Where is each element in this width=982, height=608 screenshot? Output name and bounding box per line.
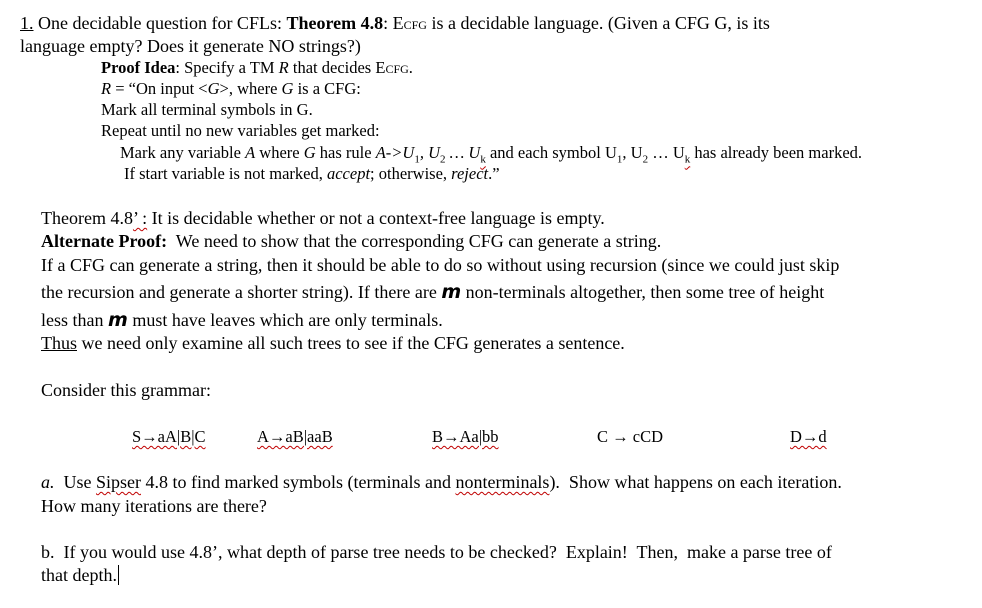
tm-mid: >, where bbox=[219, 79, 282, 98]
proof-paragraph-1: If a CFG can generate a string, then it should be able to do so without using recursion (since we could just skip bbox=[41, 255, 840, 275]
mv-sep1: , U bbox=[419, 143, 440, 162]
grammar-rule-c: C → cCD bbox=[597, 427, 663, 446]
question-a-line2: How many iterations are there? bbox=[41, 496, 267, 516]
theorem-label: Theorem 4.8 bbox=[286, 13, 384, 33]
question-1-line2: language empty? Does it generate NO strings?) bbox=[20, 36, 361, 56]
question-b-line2[interactable] bbox=[41, 564, 119, 586]
if-b: ; otherwise, bbox=[370, 164, 452, 183]
g2: G bbox=[281, 79, 294, 98]
mv-a: Mark any variable bbox=[120, 143, 246, 162]
m-symbol: m bbox=[441, 281, 462, 303]
mv-tk: k bbox=[684, 153, 691, 166]
proof-text2: that decides E bbox=[288, 58, 386, 77]
language-name: E bbox=[392, 13, 404, 33]
question-lead: One decidable question for CFLs: bbox=[33, 13, 287, 33]
question-a bbox=[41, 471, 842, 493]
thm-mark: ’ : bbox=[132, 208, 148, 228]
proof-end: . bbox=[408, 58, 413, 77]
if-start-line bbox=[124, 163, 500, 185]
question-b bbox=[41, 541, 832, 563]
tm-definition-line bbox=[101, 78, 361, 100]
mv-t2: 2 bbox=[642, 153, 649, 166]
question-rest: is a decidable language. (Given a CFG G, is its bbox=[426, 13, 770, 33]
question-a-label: a. bbox=[41, 472, 55, 492]
grammar-intro: Consider this grammar: bbox=[41, 380, 211, 400]
p4b: we need only examine all such trees to see if the CFG generates a sentence. bbox=[77, 333, 625, 353]
mv-s2: 2 bbox=[439, 153, 446, 166]
sipser-word: Sipser bbox=[96, 472, 141, 492]
proof-idea-line bbox=[101, 57, 413, 80]
repeat-line: Repeat until no new variables get marked: bbox=[101, 121, 380, 140]
text-cursor bbox=[118, 565, 119, 585]
mv-e: , U bbox=[622, 143, 643, 162]
mv-sk: k bbox=[480, 153, 486, 166]
colon: : bbox=[383, 13, 393, 33]
qa-t3: ). Show what happens on each iteration. bbox=[549, 472, 842, 492]
reject-word: reject bbox=[451, 164, 489, 183]
proof-text: : Specify a TM bbox=[175, 58, 279, 77]
if-c: .” bbox=[488, 164, 500, 183]
nonterminals-word: nonterminals bbox=[455, 472, 550, 492]
mv-G: G bbox=[303, 143, 316, 162]
proof-paragraph-3 bbox=[41, 309, 443, 331]
mv-s1: 1 bbox=[414, 153, 420, 166]
thm-statement: It is decidable whether or not a context-free language is empty. bbox=[147, 208, 605, 228]
qa-t2: 4.8 to find marked symbols (terminals and bbox=[141, 472, 456, 492]
qb-t1: If you would use 4.8’, what depth of parse tree needs to be checked? Explain! Then, make a parse tree of bbox=[54, 542, 832, 562]
language-subscript: CFG bbox=[403, 18, 427, 32]
p2b: non-terminals altogether, then some tree of height bbox=[461, 282, 825, 302]
thus-word: Thus bbox=[41, 333, 77, 353]
mv-c: has rule bbox=[315, 143, 376, 162]
mv-f: … U bbox=[648, 143, 685, 162]
tm-end: is a CFG: bbox=[293, 79, 361, 98]
p2a: the recursion and generate a shorter string). If there are bbox=[41, 282, 442, 302]
question-1-heading bbox=[20, 12, 770, 36]
alt-proof-label: Alternate Proof: bbox=[41, 231, 168, 251]
mv-A: A bbox=[245, 143, 256, 162]
p3a: less than bbox=[41, 310, 108, 330]
proof-paragraph-4 bbox=[41, 332, 625, 354]
proof-subscript: CFG bbox=[385, 62, 409, 76]
alternate-proof-line bbox=[41, 230, 661, 252]
tm-eq: = “On input < bbox=[111, 79, 208, 98]
tm-r2: R bbox=[101, 79, 112, 98]
proof-paragraph-2 bbox=[41, 281, 824, 303]
question-b-label: b. bbox=[41, 542, 55, 562]
question-b-line2-text: that depth. bbox=[41, 565, 117, 585]
thm-title: Theorem 4.8 bbox=[41, 208, 133, 228]
grammar-rule-a: A→aB|aaB bbox=[257, 427, 333, 446]
grammar-rule-d: D→d bbox=[790, 427, 827, 446]
theorem-48-prime bbox=[41, 207, 605, 229]
mv-dots: … U bbox=[445, 143, 481, 162]
alt-proof-text: We need to show that the corresponding CFG can generate a string. bbox=[167, 231, 662, 251]
grammar-rule-s: S→aA|B|C bbox=[132, 427, 206, 446]
accept-word: accept bbox=[326, 164, 371, 183]
proof-idea-label: Proof Idea bbox=[101, 58, 176, 77]
g1: G bbox=[207, 79, 220, 98]
grammar-rule-b: B→Aa|bb bbox=[432, 427, 499, 446]
mark-terminals-line: Mark all terminal symbols in G. bbox=[101, 100, 313, 119]
mv-rule: A->U bbox=[375, 143, 415, 162]
if-a: If start variable is not marked, bbox=[124, 164, 327, 183]
mv-g: has already been marked. bbox=[690, 143, 863, 162]
mv-d: and each symbol U bbox=[485, 143, 617, 162]
m-symbol-2: m bbox=[108, 309, 128, 331]
question-number: 1. bbox=[20, 13, 34, 33]
tm-r: R bbox=[278, 58, 289, 77]
p3b: must have leaves which are only terminals. bbox=[127, 310, 443, 330]
qa-t1: Use bbox=[54, 472, 96, 492]
mv-t1: 1 bbox=[616, 153, 623, 166]
mv-b: where bbox=[255, 143, 304, 162]
